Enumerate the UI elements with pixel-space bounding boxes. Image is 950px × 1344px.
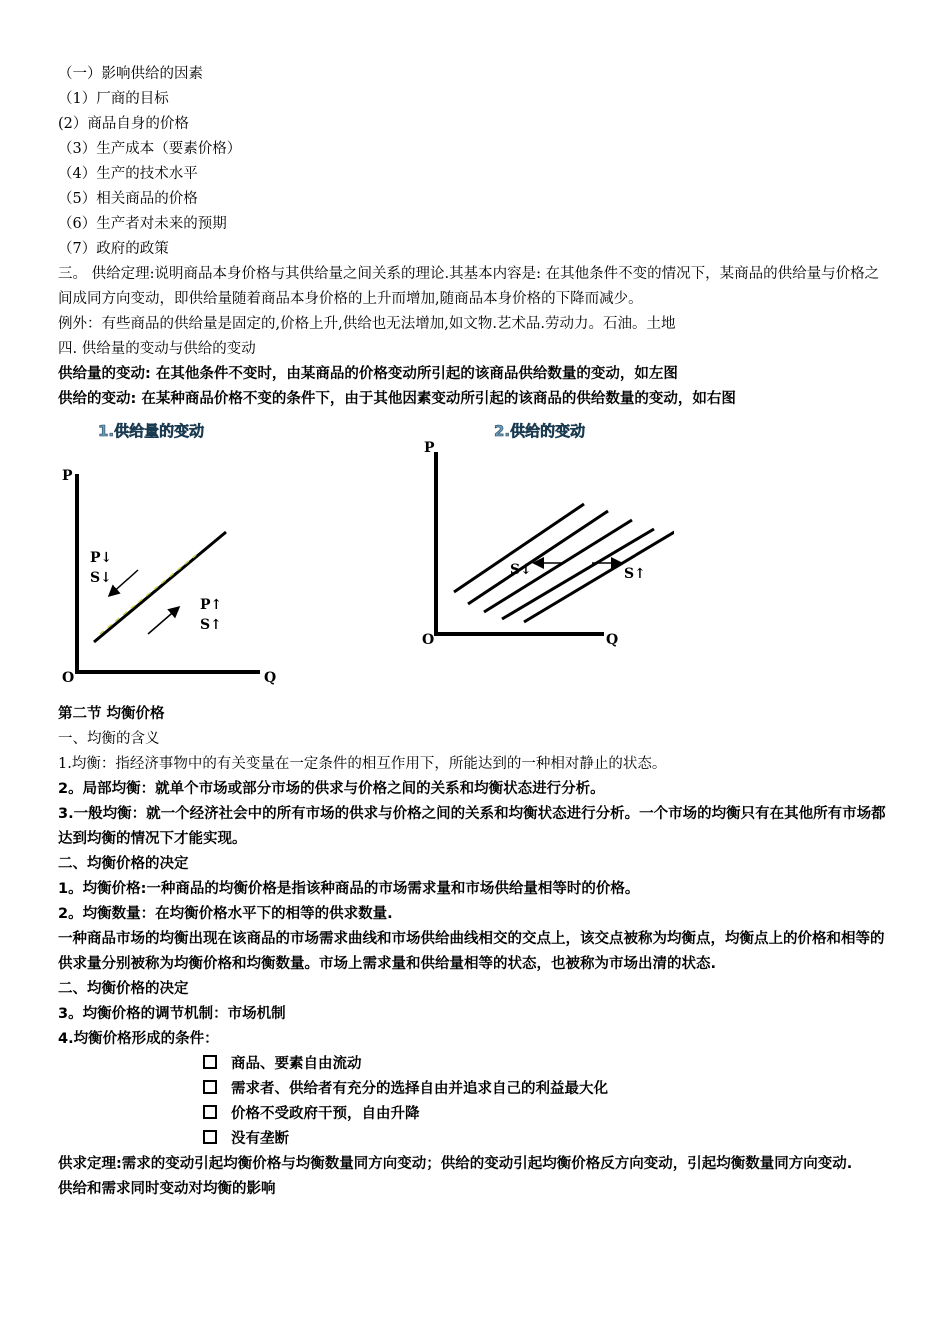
condition-text: 需求者、供给者有充分的选择自由并追求自己的利益最大化 (231, 1081, 608, 1097)
equilibrium-quantity-definition: 2。均衡数量：在均衡价格水平下的相等的供求数量. (58, 906, 393, 922)
condition-item (58, 1052, 892, 1077)
conditions-title: 4.均衡价格形成的条件： (58, 1031, 219, 1047)
equilibrium-definition: 1.均衡：指经济事物中的有关变量在一定条件的相互作用下，所能达到的一种相对静止的状态。 (58, 756, 667, 772)
factor-item: （7）政府的政策 (58, 241, 169, 257)
supply-law-exception: 例外：有些商品的供给量是固定的,价格上升,供给也无法增加,如文物.艺术品.劳动力。石油。土地 (58, 316, 676, 332)
supply-law: 三。 供给定理:说明商品本身价格与其供给量之间关系的理论.其基本内容是: 在其他条件不变的情况下，某商品的供给量与价格之间成同方向变动，即供给量随着商品本身价格的上升而增加,随商品本身价格的下降而减少。 (58, 266, 880, 307)
checkbox-bullet-icon (203, 1080, 217, 1094)
fig-left-p-down: P↓ (90, 550, 113, 566)
simultaneous-change-heading: 供给和需求同时变动对均衡的影响 (58, 1181, 276, 1197)
factors-heading: （一）影响供给的因素 (58, 66, 203, 82)
determination-heading-2: 二、均衡价格的决定 (58, 981, 189, 997)
checkbox-bullet-icon (203, 1130, 217, 1144)
fig-right-supply-curve-2 (468, 511, 608, 604)
factor-item: （6）生产者对未来的预期 (58, 216, 227, 232)
condition-text: 没有垄断 (231, 1131, 289, 1147)
fig-left-p-label: P (62, 468, 73, 484)
fig-left-down-arrow (110, 570, 138, 595)
determination-heading: 二、均衡价格的决定 (58, 856, 189, 872)
factor-item: （3）生产成本（要素价格） (58, 141, 242, 157)
factor-item: (2）商品自身的价格 (58, 116, 189, 132)
fig-right-supply-curve-5 (524, 531, 674, 622)
fig-right-p-label: P (424, 440, 435, 456)
general-equilibrium: 3.一般均衡：就一个经济社会中的所有市场的供求与价格之间的关系和均衡状态进行分析。一个市场的均衡只有在其他所有市场都达到均衡的情况下才能实现。 (58, 806, 886, 847)
factor-item: （4）生产的技术水平 (58, 166, 198, 182)
fig-right-s-up: S↑ (624, 566, 646, 582)
quantity-supplied-change: 供给量的变动: 在其他条件不变时，由某商品的价格变动所引起的该商品供给数量的变动，如左图 (58, 366, 678, 382)
condition-text: 商品、要素自由流动 (231, 1056, 362, 1072)
fig-left-o-label: O (62, 670, 75, 686)
document-page (58, 62, 892, 1202)
equilibrium-meaning-heading: 一、均衡的含义 (58, 731, 160, 747)
fig-right-supply-curve-3 (484, 520, 632, 612)
condition-item (58, 1077, 892, 1102)
supply-change: 供给的变动: 在某种商品价格不变的条件下，由于其他因素变动所引起的该商品的供给数量的变动，如右图 (58, 391, 736, 407)
supply-change-figure (414, 412, 674, 652)
section4-heading: 四. 供给量的变动与供给的变动 (58, 341, 256, 357)
fig-right-title: 2.供给的变动 (494, 422, 586, 440)
factor-item: （5）相关商品的价格 (58, 191, 198, 207)
fig-left-s-up: S↑ (200, 617, 222, 633)
condition-item (58, 1127, 892, 1152)
fig-right-supply-curve-1 (454, 504, 584, 592)
quantity-change-figure (58, 412, 318, 692)
fig-left-dash-highlight (100, 555, 196, 634)
market-equilibrium-paragraph: 一种商品市场的均衡出现在该商品的市场需求曲线和市场供给曲线相交的交点上，该交点被称为均衡点，均衡点上的价格和相等的供求量分别被称为均衡价格和均衡数量。市场上需求量和供给量相等的状态，也被称为市场出清的状态. (58, 931, 885, 972)
fig-left-p-up: P↑ (200, 597, 223, 613)
factor-item: （1）厂商的目标 (58, 91, 169, 107)
condition-text: 价格不受政府干预，自由升降 (231, 1106, 420, 1122)
checkbox-bullet-icon (203, 1105, 217, 1119)
fig-left-title: 1.供给量的变动 (98, 422, 205, 440)
fig-right-s-down: S↓ (510, 562, 532, 578)
fig-right-q-label: Q (606, 632, 619, 648)
supply-demand-theorem: 供求定理:需求的变动引起均衡价格与均衡数量同方向变动；供给的变动引起均衡价格反方向变动，引起均衡数量同方向变动. (58, 1156, 853, 1172)
condition-item (58, 1102, 892, 1127)
fig-left-up-arrow (148, 608, 178, 634)
fig-left-s-down: S↓ (90, 570, 112, 586)
fig-right-o-label: O (422, 632, 435, 648)
partial-equilibrium: 2。局部均衡：就单个市场或部分市场的供求与价格之间的关系和均衡状态进行分析。 (58, 781, 605, 797)
adjustment-mechanism: 3。均衡价格的调节机制：市场机制 (58, 1006, 286, 1022)
section-title: 第二节 均衡价格 (58, 706, 165, 722)
equilibrium-price-definition: 1。均衡价格:一种商品的均衡价格是指该种商品的市场需求量和市场供给量相等时的价格。 (58, 881, 640, 897)
figures (58, 412, 892, 702)
fig-left-q-label: Q (264, 670, 277, 686)
checkbox-bullet-icon (203, 1055, 217, 1069)
